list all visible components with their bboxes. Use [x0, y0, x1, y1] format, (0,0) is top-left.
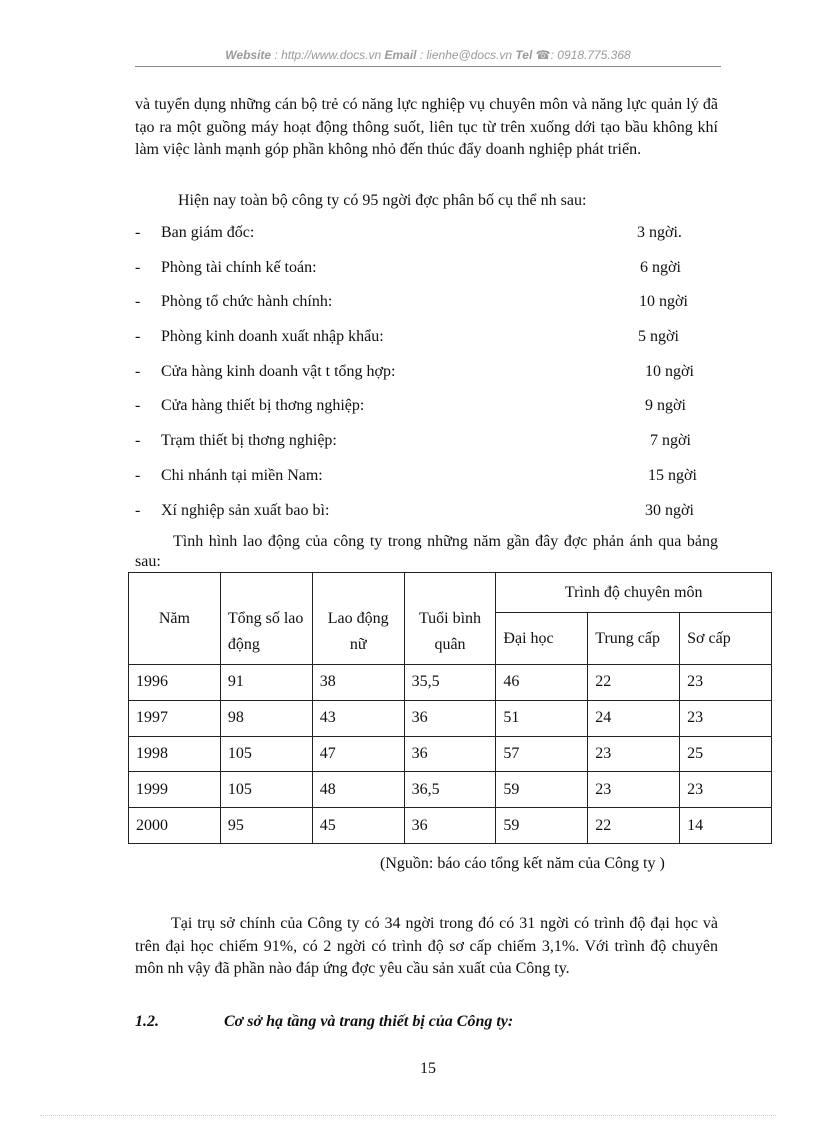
table-cell: 46 — [496, 665, 588, 701]
table-cell: 23 — [680, 665, 772, 701]
column-group-header: Trình độ chuyên môn — [496, 573, 772, 613]
column-header-intermediate: Trung cấp — [588, 613, 680, 665]
list-bullet: - — [135, 466, 141, 484]
table-cell: 48 — [312, 772, 404, 808]
column-header-elementary: Sơ cấp — [680, 613, 772, 665]
table-cell: 91 — [220, 665, 312, 701]
table-cell: 2000 — [129, 808, 221, 844]
tel-label: Tel — [515, 48, 533, 62]
hq-paragraph: Tại trụ sở chính của Công ty có 34 ngời trong đó có 31 ngời có trình độ đại học và trên đại học chiếm 91%, có 2 ngời có trình độ sơ cấp chiếm 3,1%. Với trình độ chuyên môn nh vậy đã phần nào đáp ứng đợc yêu cầu sản xuất của Công ty. — [135, 915, 718, 977]
column-header-university: Đại học — [496, 613, 588, 665]
column-header-female: Lao động nữ — [312, 573, 404, 665]
list-item — [135, 363, 725, 398]
table-cell: 23 — [680, 700, 772, 736]
table-cell: 36 — [404, 700, 496, 736]
website-label: Website — [225, 48, 272, 62]
staff-count: 7 ngời — [650, 432, 691, 450]
staff-count: 3 ngời. — [637, 224, 682, 241]
column-header-average-age: Tuổi bình quân — [404, 573, 496, 665]
table-cell: 1997 — [129, 700, 221, 736]
table-cell: 35,5 — [404, 665, 496, 701]
table-cell: 1998 — [129, 736, 221, 772]
table-cell: 14 — [680, 808, 772, 844]
email-label: Email — [384, 48, 417, 62]
department-name: Trạm thiết bị thơng nghiệp: — [161, 432, 337, 450]
list-bullet: - — [135, 501, 141, 519]
list-bullet: - — [135, 397, 141, 415]
list-item — [135, 259, 725, 294]
website-value: : http://www.docs.vn — [274, 48, 382, 62]
intro-paragraph: và tuyển dụng những cán bộ trẻ có năng lực nghiệp vụ chuyên môn và năng lực quản lý đã tạo ra một guồng máy hoạt động thông suốt, liên tục từ trên xuống dới tạo bầu không khí làm việc lành mạnh góp phần không nhỏ đến thúc đẩy doanh nghiệp phát triển. — [135, 96, 718, 158]
table-cell: 59 — [496, 808, 588, 844]
table-row — [129, 772, 772, 808]
labor-table — [128, 572, 772, 844]
department-name: Xí nghiệp sản xuất bao bì: — [161, 501, 330, 519]
table-cell: 23 — [588, 772, 680, 808]
footer-divider — [40, 1115, 776, 1116]
staff-count: 6 ngời — [640, 258, 681, 276]
department-name: Phòng kinh doanh xuất nhập khẩu: — [161, 328, 384, 346]
email-value: : lienhe@docs.vn — [419, 48, 513, 62]
section-number: 1.2. — [135, 1013, 159, 1030]
table-cell: 51 — [496, 700, 588, 736]
page-number: 15 — [420, 1060, 436, 1077]
department-name: Phòng tài chính kế toán: — [161, 258, 317, 276]
department-name: Chi nhánh tại miền Nam: — [161, 466, 323, 484]
table-row — [129, 700, 772, 736]
table-cell: 1999 — [129, 772, 221, 808]
staff-count: 10 ngời — [645, 362, 694, 380]
list-item — [135, 502, 725, 537]
list-item — [135, 432, 725, 467]
table-cell: 105 — [220, 772, 312, 808]
department-name: Cửa hàng thiết bị thơng nghiệp: — [161, 397, 365, 415]
table-cell: 95 — [220, 808, 312, 844]
list-item — [135, 397, 725, 432]
list-item — [135, 328, 725, 363]
column-header-total: Tổng số lao động — [220, 573, 312, 665]
list-bullet: - — [135, 224, 141, 241]
phone-icon: ☎ — [535, 48, 551, 62]
list-item — [135, 467, 725, 502]
list-bullet: - — [135, 362, 141, 380]
staff-intro: Hiện nay toàn bộ công ty có 95 ngời đợc phân bố cụ thể nh sau: — [178, 192, 587, 209]
staff-count: 10 ngời — [639, 293, 688, 311]
table-cell: 59 — [496, 772, 588, 808]
table-cell: 25 — [680, 736, 772, 772]
list-item — [135, 224, 725, 259]
table-cell: 45 — [312, 808, 404, 844]
staff-count: 9 ngời — [645, 397, 686, 415]
table-row — [129, 665, 772, 701]
table-cell: 22 — [588, 665, 680, 701]
table-cell: 24 — [588, 700, 680, 736]
table-cell: 105 — [220, 736, 312, 772]
list-bullet: - — [135, 432, 141, 450]
source-note: (Nguồn: báo cáo tổng kết năm của Công ty ) — [380, 855, 665, 872]
table-cell: 47 — [312, 736, 404, 772]
column-header-year: Năm — [129, 573, 221, 665]
table-cell: 36 — [404, 808, 496, 844]
table-cell: 38 — [312, 665, 404, 701]
header-divider — [135, 66, 721, 67]
list-bullet: - — [135, 328, 141, 346]
staff-count: 15 ngời — [648, 466, 697, 484]
table-row — [129, 736, 772, 772]
page-header — [135, 48, 721, 62]
staff-list — [135, 224, 725, 536]
table-cell: 23 — [588, 736, 680, 772]
section-title: Cơ sở hạ tầng và trang thiết bị của Công ty: — [224, 1013, 514, 1030]
list-bullet: - — [135, 293, 141, 311]
table-cell: 22 — [588, 808, 680, 844]
table-cell: 23 — [680, 772, 772, 808]
department-name: Ban giám đốc: — [161, 224, 255, 241]
staff-count: 30 ngời — [645, 501, 694, 519]
table-cell: 1996 — [129, 665, 221, 701]
table-row — [129, 808, 772, 844]
table-cell: 36,5 — [404, 772, 496, 808]
department-name: Phòng tổ chức hành chính: — [161, 293, 333, 311]
staff-count: 5 ngời — [638, 328, 679, 346]
list-item — [135, 293, 725, 328]
labor-intro: Tình hình lao động của công ty trong những năm gần đây đợc phản ánh qua bảng sau: — [135, 533, 718, 570]
list-bullet: - — [135, 258, 141, 276]
table-cell: 98 — [220, 700, 312, 736]
department-name: Cửa hàng kinh doanh vật t tổng hợp: — [161, 362, 396, 380]
section-heading — [135, 1013, 513, 1031]
table-cell: 36 — [404, 736, 496, 772]
table-cell: 57 — [496, 736, 588, 772]
tel-value: : 0918.775.368 — [550, 48, 631, 62]
table-cell: 43 — [312, 700, 404, 736]
